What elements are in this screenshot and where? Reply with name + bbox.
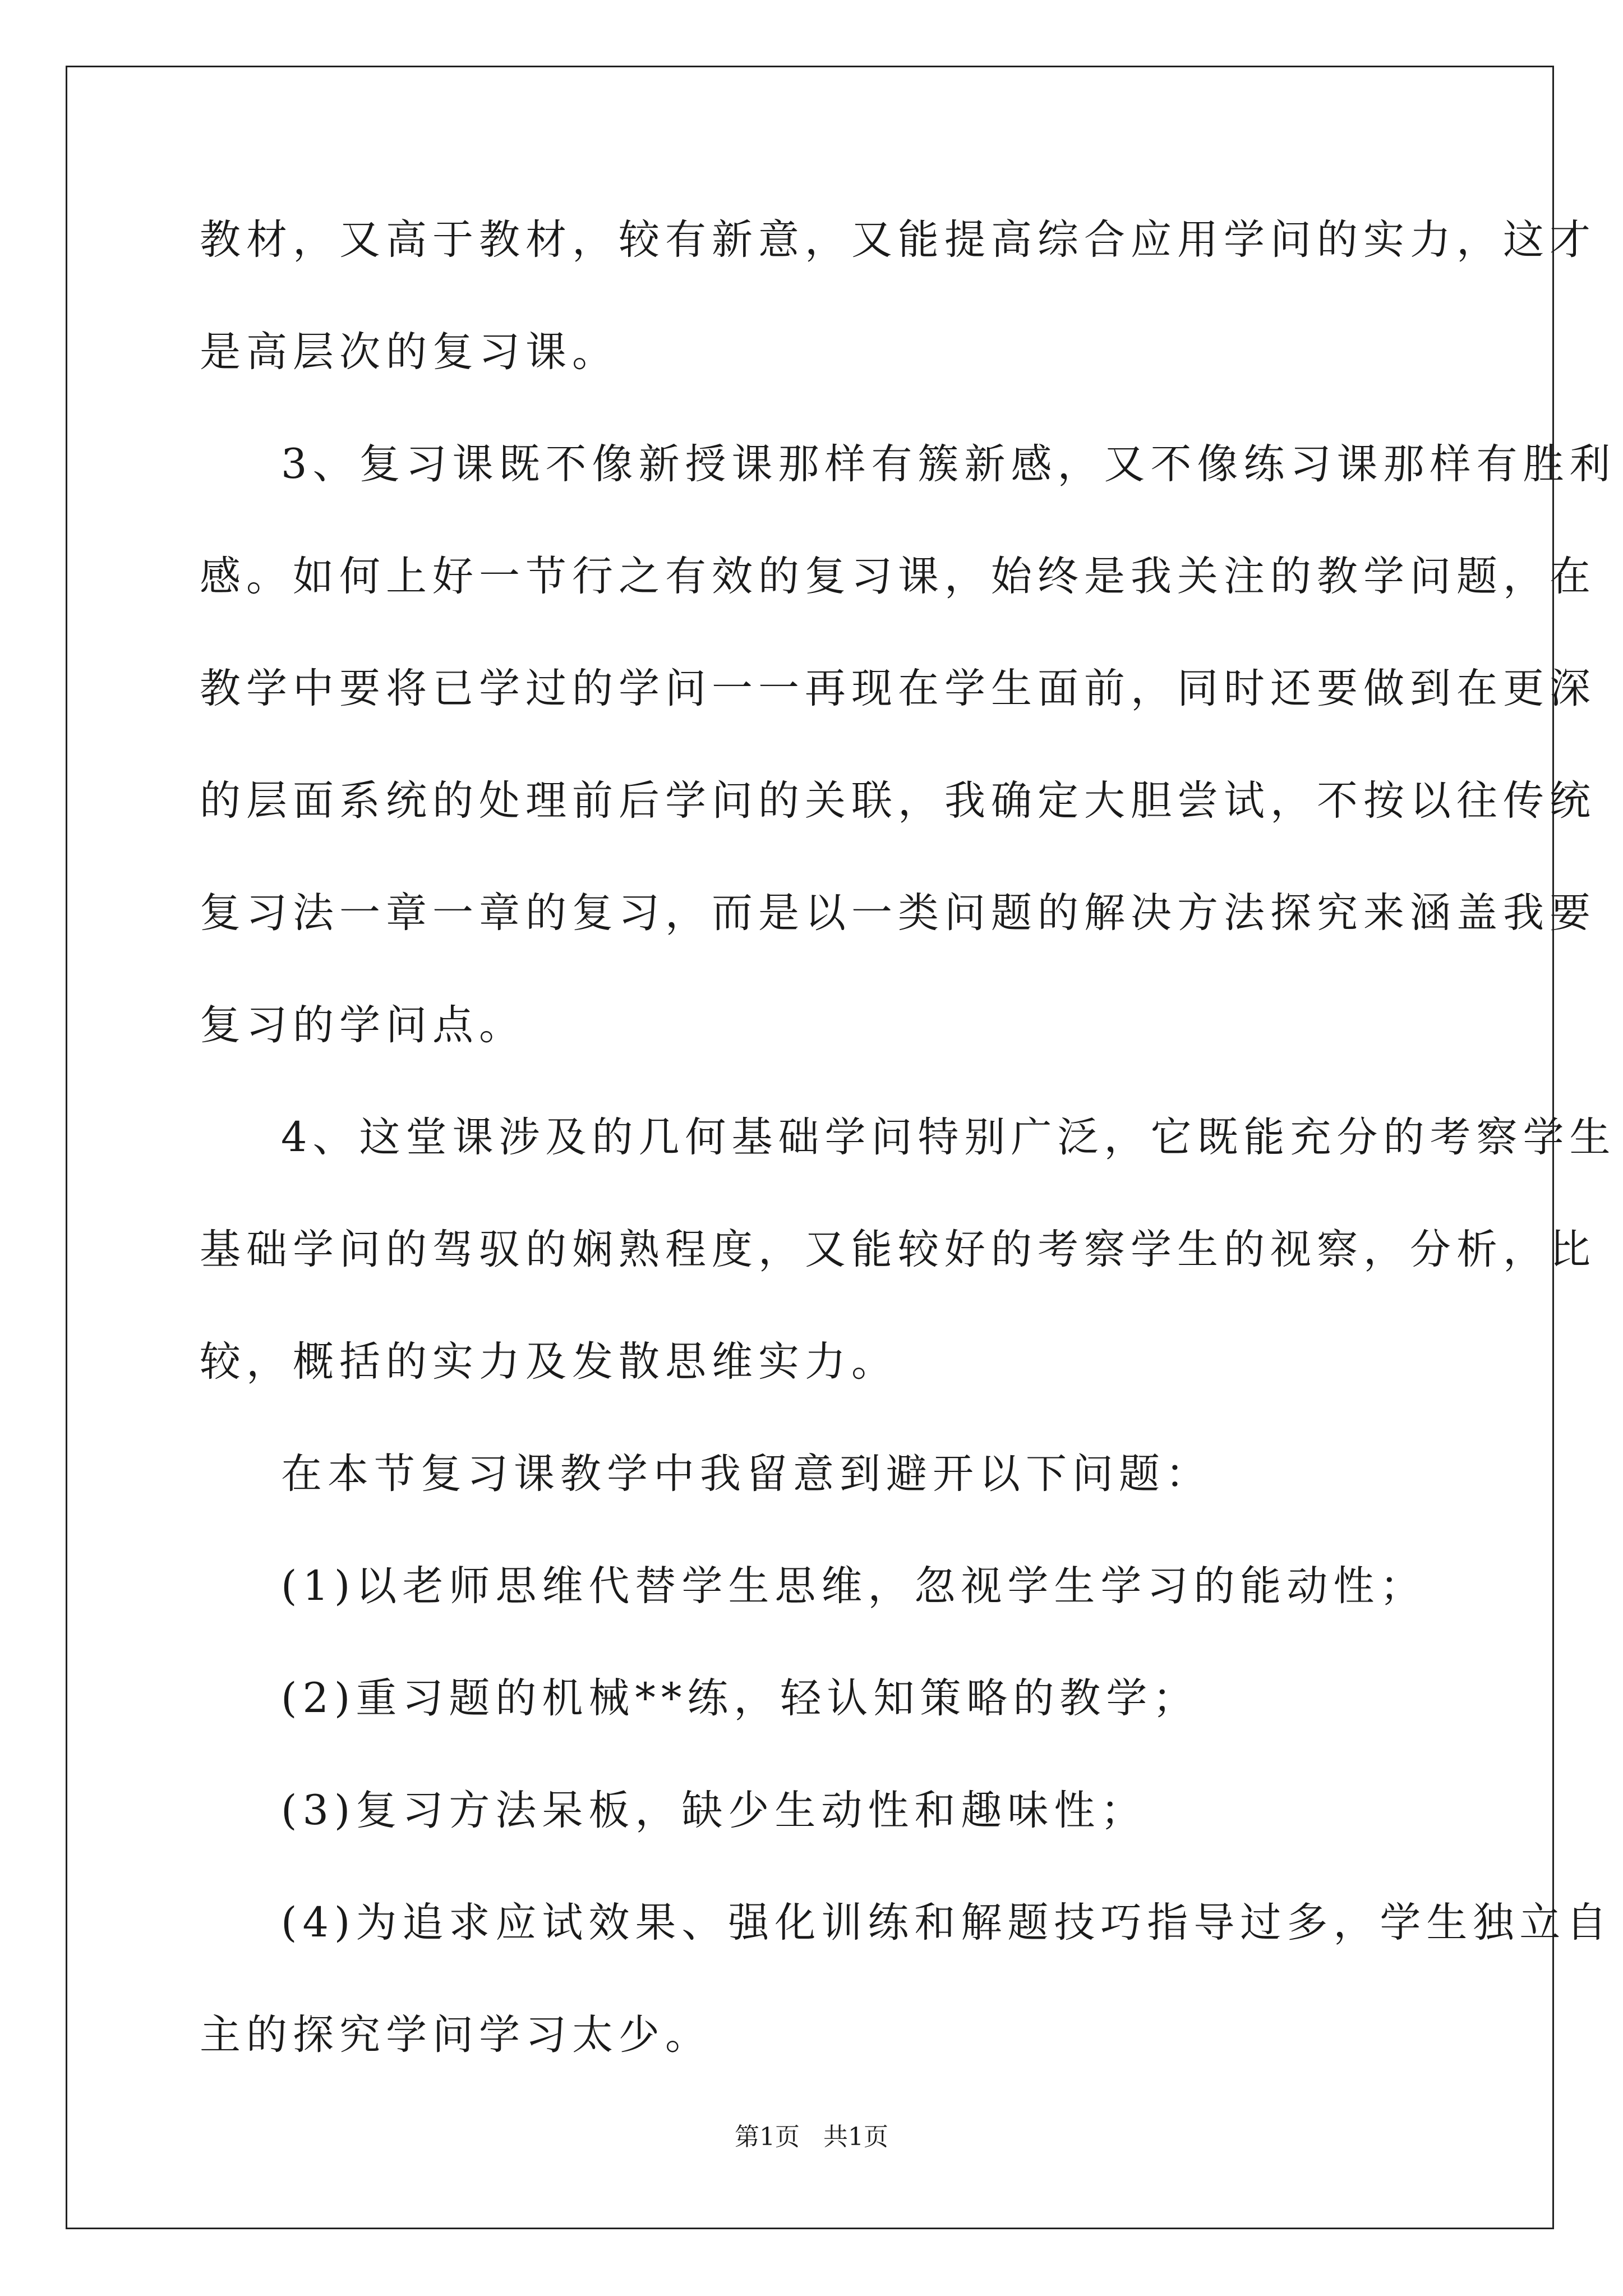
text-line: 教学中要将已学过的学问一一再现在学生面前，同时还要做到在更深 xyxy=(200,665,1596,712)
list-item: (2)重习题的机械**练，轻认知策略的教学； xyxy=(281,1674,1200,1722)
page-footer xyxy=(0,2120,1623,2154)
text-line: 复习法一章一章的复习，而是以一类问题的解决方法探究来涵盖我要 xyxy=(200,889,1596,937)
text-line: 较，概括的实力及发散思维实力。 xyxy=(200,1338,898,1386)
text-line: 主的探究学问学习太少。 xyxy=(200,2011,712,2059)
text-line: 基础学问的驾驭的娴熟程度，又能较好的考察学生的视察，分析，比 xyxy=(200,1226,1596,1273)
list-item: (3)复习方法呆板，缺少生动性和趣味性； xyxy=(281,1787,1147,1834)
text-line: 感。如何上好一节行之有效的复习课，始终是我关注的教学问题，在 xyxy=(200,553,1596,600)
paragraph-start: 4、这堂课涉及的几何基础学问特别广泛，它既能充分的考察学生 xyxy=(281,1114,1616,1161)
paragraph-start: 3、复习课既不像新授课那样有簇新感，又不像练习课那样有胜利 xyxy=(281,440,1616,488)
list-item: (4)为追求应试效果、强化训练和解题技巧指导过多，学生独立自 xyxy=(281,1899,1613,1947)
page-number: 第1页 xyxy=(735,2123,800,2151)
text-line: 教材，又高于教材，较有新意，又能提高综合应用学问的实力，这才 xyxy=(200,216,1596,264)
footer-spacer xyxy=(800,2123,823,2151)
list-item: (1)以老师思维代替学生思维，忽视学生学习的能动性； xyxy=(281,1562,1427,1610)
text-line: 的层面系统的处理前后学问的关联，我确定大胆尝试，不按以往传统 xyxy=(200,777,1596,825)
text-line: 是高层次的复习课。 xyxy=(200,328,619,376)
paragraph-start: 在本节复习课教学中我留意到避开以下问题： xyxy=(281,1450,1212,1498)
page-total: 共1页 xyxy=(823,2123,888,2151)
text-line: 复习的学问点。 xyxy=(200,1001,525,1049)
